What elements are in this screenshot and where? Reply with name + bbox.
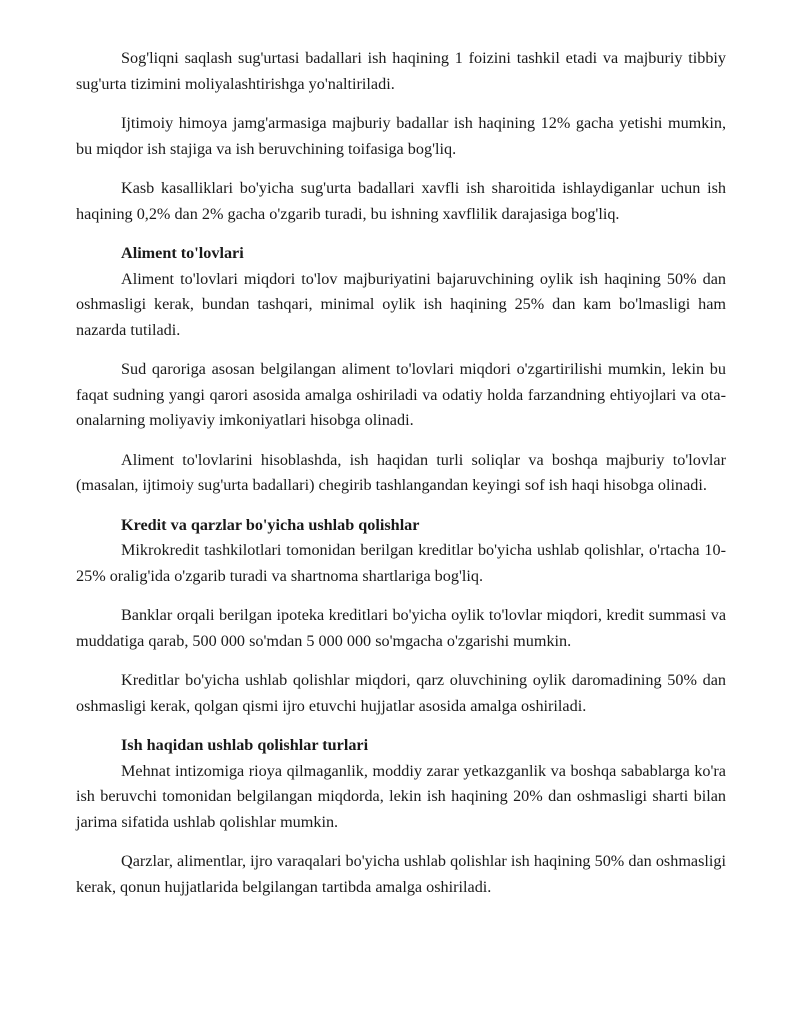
heading-deduction-types: Ish haqidan ushlab qolishlar turlari: [121, 736, 369, 754]
paragraph-social-protection: Ijtimoiy himoya jamg'armasiga majburiy badallar ish haqining 12% gacha yetishi mumkin, bu miqdor ish stajiga va ish beruvchining toifasiga bog'liq.: [76, 114, 726, 158]
paragraph-alimony-court: Sud qaroriga asosan belgilangan aliment to'lovlari miqdori o'zgartirilishi mumkin, lekin bu faqat sudning yangi qarori asosida amalga oshiriladi va odatiy holda farzandning ehtiyojlari va ota-onalarning moliyaviy imkoniyatlari hisobga olinadi.: [76, 360, 726, 429]
paragraph-occupational-disease: Kasb kasalliklari bo'yicha sug'urta badallari xavfli ish sharoitida ishlaydiganlar uchun ish haqining 0,2% dan 2% gacha o'zgarib turadi, bu ishning xavflilik darajasiga bog'liq.: [76, 179, 726, 223]
paragraph-health-insurance: Sog'liqni saqlash sug'urtasi badallari ish haqining 1 foizini tashkil etadi va majburiy tibbiy sug'urta tizimini moliyalashtirishga yo'naltiriladi.: [76, 49, 726, 93]
paragraph-mortgage: Banklar orqali berilgan ipoteka kreditlari bo'yicha oylik to'lovlar miqdori, kredit summasi va muddatiga qarab, 500 000 so'mdan 5 000 000 so'mgacha o'zgarishi mumkin.: [76, 606, 726, 650]
heading-alimony: Aliment to'lovlari: [121, 244, 244, 262]
heading-credit-deductions: Kredit va qarzlar bo'yicha ushlab qolishlar: [121, 515, 420, 534]
paragraph-alimony-calculation: Aliment to'lovlarini hisoblashda, ish haqidan turli soliqlar va boshqa majburiy to'lovlar (masalan, ijtimoiy sug'urta badallari) chegirib tashlangandan keyingi sof ish haqi hisobga olinadi.: [76, 450, 726, 494]
paragraph-fines: Mehnat intizomiga rioya qilmaganlik, moddiy zarar yetkazganlik va boshqa sabablarga ko'ra ish beruvchi tomonidan belgilangan miqdorda, lekin ish haqining 20% dan oshmasligi sharti bilan jarima sifatida ushlab qolishlar mumkin.: [76, 761, 726, 831]
paragraph-microcredit: Mikrokredit tashkilotlari tomonidan berilgan kreditlar bo'yicha ushlab qolishlar, o'rtacha 10-25% oralig'ida o'zgarib turadi va shartnoma shartlariga bog'liq.: [76, 541, 726, 585]
paragraph-credit-limit: Kreditlar bo'yicha ushlab qolishlar miqdori, qarz oluvchining oylik daromadining 50% dan oshmasligi kerak, qolgan qismi ijro etuvchi hujjatlar asosida amalga oshiriladi.: [76, 671, 726, 715]
paragraph-debts-limit: Qarzlar, alimentlar, ijro varaqalari bo'yicha ushlab qolishlar ish haqining 50% dan oshmasligi kerak, qonun hujjatlarida belgilangan tartibda amalga oshiriladi.: [76, 852, 726, 896]
paragraph-alimony-amount: Aliment to'lovlari miqdori to'lov majburiyatini bajaruvchining oylik ish haqining 50% dan oshmasligi kerak, bundan tashqari, minimal oylik ish haqining 25% dan kam bo'lmasligi ham nazarda tutiladi.: [76, 269, 726, 339]
